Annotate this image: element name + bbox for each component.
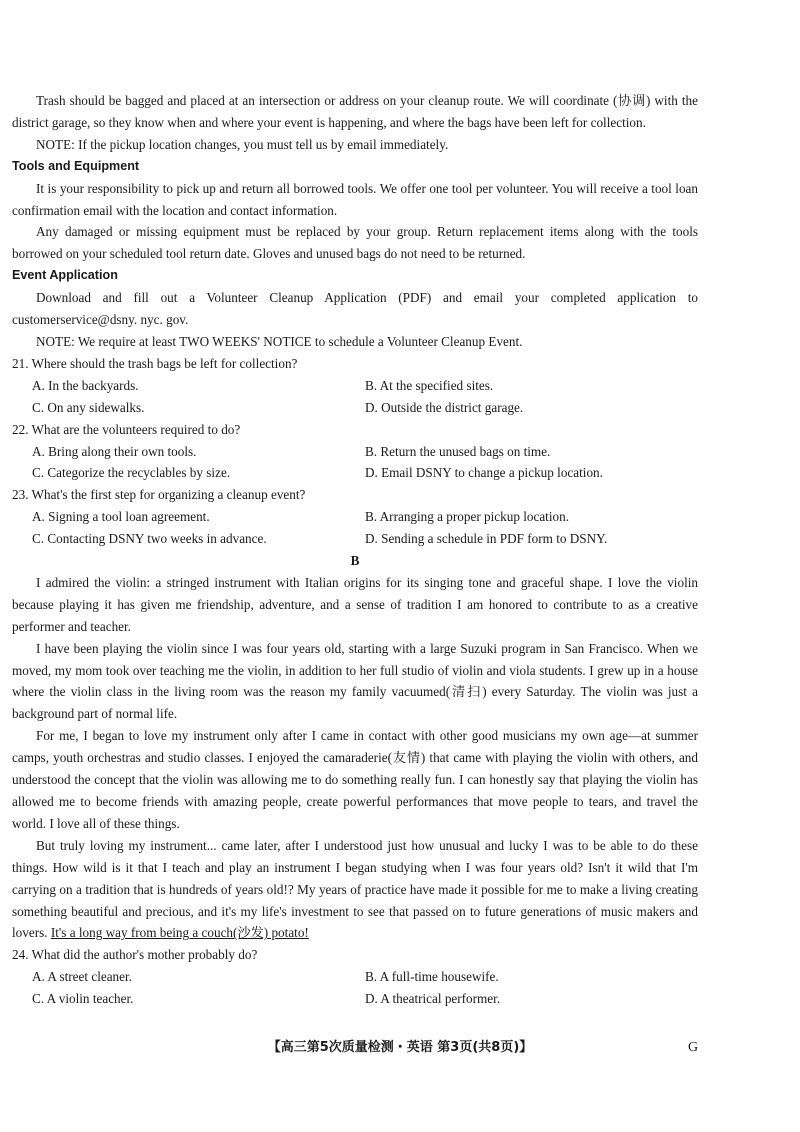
- paragraph-tools: It is your responsibility to pick up and return all borrowed tools. We offer one tool per volunteer. You will receive a tool loan confirmation email with the location and contact information.: [12, 180, 698, 218]
- paragraph-violin-intro: I admired the violin: a stringed instrument with Italian origins for its singing tone and graceful shape. I love the violin because playing it has given me friendship, adventure, and a sense of tradition I am honored to contribute to as a creative performer and teacher.: [12, 574, 698, 634]
- question-24: 24. What did the author's mother probably do?: [12, 947, 258, 963]
- paragraph-trash: Trash should be bagged and placed at an intersection or address on your cleanup route. We will coordinate (协调) with the district garage, so they know when and where your event is happening, and where the bags have been left for collection.: [12, 93, 698, 130]
- section-b-heading: B: [350, 553, 360, 569]
- option-c: C. On any sidewalks.: [32, 399, 145, 415]
- option-b: B. Return the unused bags on time.: [365, 443, 551, 459]
- question-23: 23. What's the first step for organizing a cleanup event?: [12, 487, 306, 503]
- paragraph-equipment: Any damaged or missing equipment must be replaced by your group. Return replacement items along with the tools borrowed on your scheduled tool return date. Gloves and unused bags do not need to be returned.: [12, 224, 698, 262]
- option-b: B. Arranging a proper pickup location.: [365, 509, 569, 525]
- option-c: C. Categorize the recyclables by size.: [32, 465, 231, 481]
- option-d: D. Sending a schedule in PDF form to DSNY.: [365, 531, 608, 547]
- options-23: [12, 506, 698, 550]
- heading-tools: Tools and Equipment: [12, 158, 140, 173]
- paragraph-violin-love: [12, 835, 698, 945]
- note-pickup: NOTE: If the pickup location changes, you must tell us by email immediately.: [36, 136, 449, 152]
- paragraph-text: But truly loving my instrument... came later, after I understood just how unusual and lucky I was to be able to do these things. How wild is it that I teach and play an instrument I began studying when I was four years old? Isn't it wild that I'm carrying on a tradition that is hundreds of years old!? My years of practice have made it possible for me to make a living creating something beautiful and precious, and it's my life's investment to see that passed on to future generations of music makers and lovers.: [12, 837, 698, 941]
- option-c: C. Contacting DSNY two weeks in advance.: [32, 531, 267, 547]
- option-a: A. Signing a tool loan agreement.: [32, 509, 210, 525]
- exam-page: [12, 90, 698, 1010]
- option-d: D. Outside the district garage.: [365, 399, 524, 415]
- paragraph-application: Download and fill out a Volunteer Cleanup Application (PDF) and email your completed application to customerservice@dsny. nyc. gov.: [12, 290, 698, 328]
- underlined-sentence: It's a long way from being a couch(沙发) potato!: [50, 925, 309, 941]
- question-21: 21. Where should the trash bags be left for collection?: [12, 355, 298, 371]
- paragraph-violin-friends: For me, I began to love my instrument only after I came in contact with other good musicians my own age—at summer camps, youth orchestras and studio classes. I enjoyed the camaraderie(友情) that came with playing the violin with others, and understood the concept that the violin was allowing me to do something really fun. I can honestly say that playing the violin has allowed me to become friends with amazing people, create powerful performances that move people to tears, and travel the world. I love all of these things.: [12, 728, 698, 831]
- question-22: 22. What are the volunteers required to do?: [12, 421, 241, 437]
- option-b: B. A full-time housewife.: [365, 969, 499, 985]
- option-a: A. Bring along their own tools.: [32, 443, 197, 459]
- page-footer: 【高三第5次质量检测・英语 第3页(共8页)】: [267, 1040, 533, 1055]
- note-notice: NOTE: We require at least TWO WEEKS' NOTICE to schedule a Volunteer Cleanup Event.: [36, 333, 523, 349]
- option-c: C. A violin teacher.: [32, 991, 134, 1007]
- option-d: D. A theatrical performer.: [365, 991, 501, 1007]
- options-22: [12, 441, 698, 485]
- option-d: D. Email DSNY to change a pickup location.: [365, 465, 603, 481]
- option-b: B. At the specified sites.: [365, 377, 494, 393]
- options-24: [12, 966, 698, 1010]
- paragraph-violin-childhood: I have been playing the violin since I was four years old, starting with a large Suzuki program in San Francisco. When we moved, my mom took over teaching me the violin, in addition to her full studio of violin and viola students. I grew up in a house where the violin class in the living room was the reason my family vacuumed(清扫) every Saturday. The violin was just a background part of normal life.: [12, 640, 698, 722]
- options-21: [12, 375, 698, 419]
- heading-application: Event Application: [12, 268, 118, 283]
- option-a: A. A street cleaner.: [32, 969, 132, 985]
- option-a: A. In the backyards.: [32, 377, 139, 393]
- paper-version-code: G: [688, 1040, 699, 1055]
